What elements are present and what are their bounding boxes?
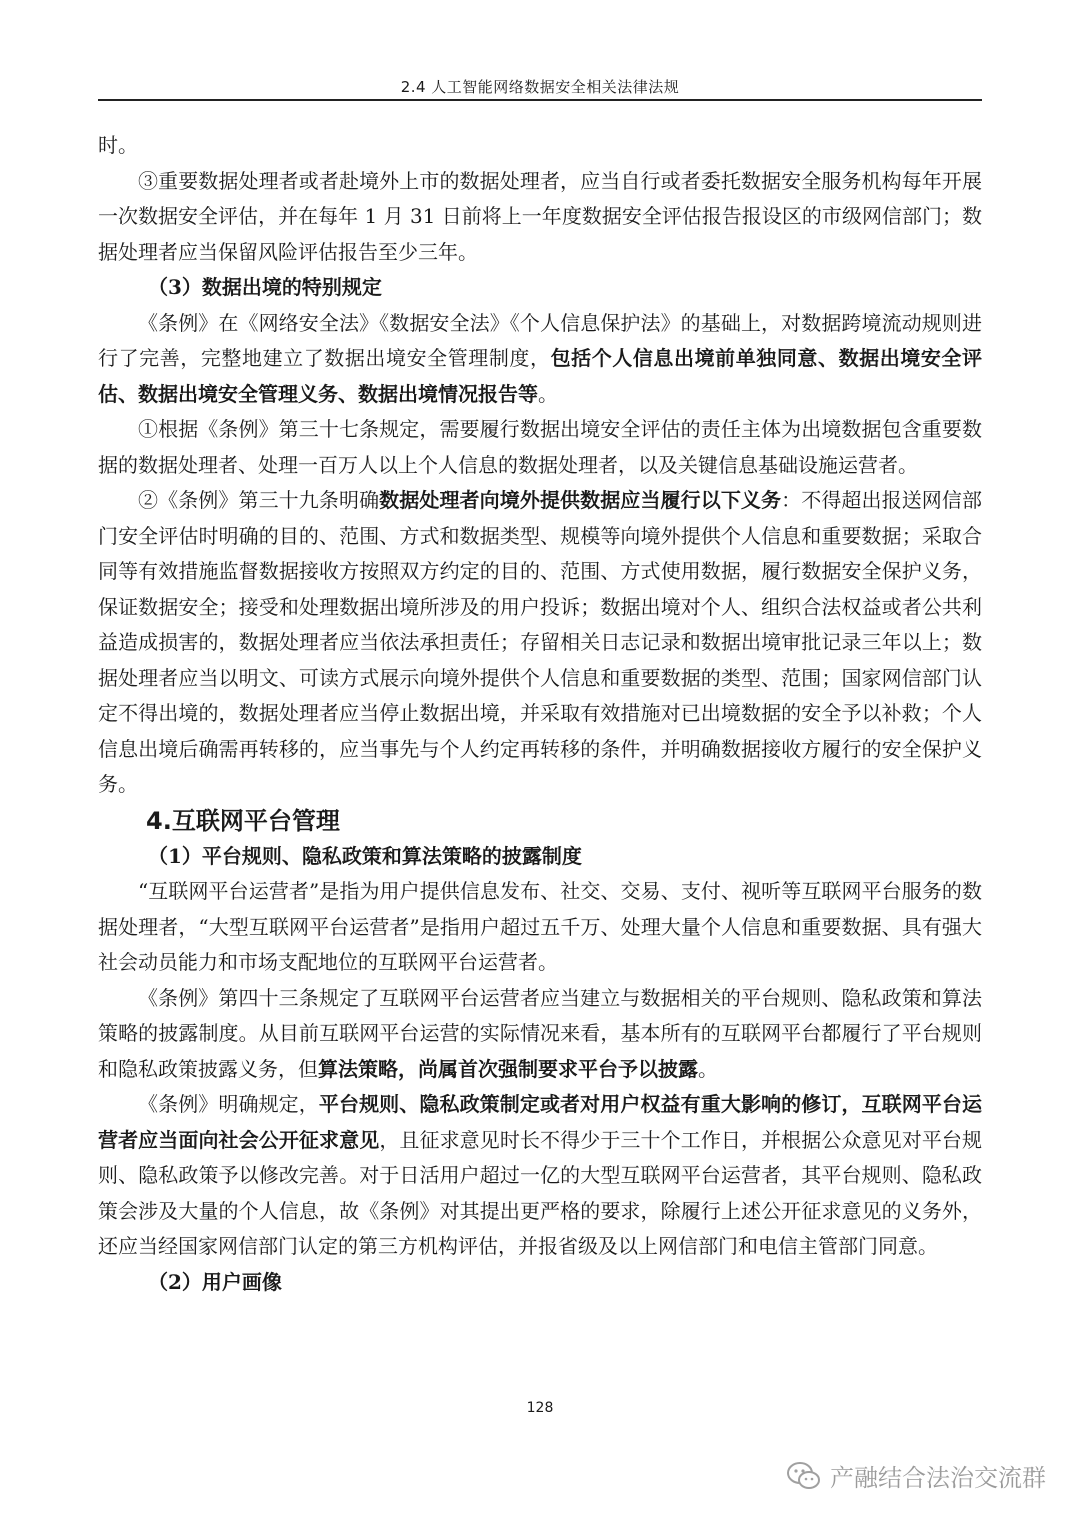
text: 《条例》在《网络安全法》《数据安全法》《个人信息保护法》的基础上，对数据跨境流动规则进行了完善，完整地建立了数据出境安全管理制度， [98,310,982,370]
bold-text: 平台规则、隐私政策制定或者对用户权益有重大影响的修订，互联网平台运营者应当面向社会公开征求意见 [98,1092,983,1152]
section-heading-platform-management: 4.互联网平台管理 [146,806,340,835]
text: 。 [698,1056,718,1081]
text: ②《条例》第三十九条明确 [138,488,380,512]
paragraph-public-consultation [98,1087,982,1265]
paragraph-article-39 [98,483,982,803]
text: 《条例》第四十三条规定了互联网平台运营者应当建立与数据相关的平台规则、隐私政策和算法策略的披露制度。从目前互联网平台运营的实际情况来看，基本所有的互联网平台都履行了平台规则和隐私政策披露义务，但 [98,985,982,1081]
paragraph-regulation-basis [98,306,982,413]
page-content [98,128,982,1300]
paragraph-article-37: ①根据《条例》第三十七条规定，需要履行数据出境安全评估的责任主体为出境数据包含重要数据的数据处理者、处理一百万人以上个人信息的数据处理者，以及关键信息基础设施运营者。 [98,417,982,477]
paragraph-continuation: 时。 [98,133,138,157]
bold-text: 算法策略，尚属首次强制要求平台予以披露 [318,1056,698,1081]
heading-disclosure-system: （1）平台规则、隐私政策和算法策略的披露制度 [148,843,582,868]
watermark-text: 产融结合法治交流群 [830,1464,1046,1492]
header-rule [98,99,982,101]
paragraph-platform-definitions: “互联网平台运营者”是指为用户提供信息发布、社交、交易、支付、视听等互联网平台服务的数据处理者，“大型互联网平台运营者”是指用户超过五千万、处理大量个人信息和重要数据、具有强大社会动员能力和市场支配地位的互联网平台运营者。 [98,879,982,974]
heading-user-profiling: （2）用户画像 [148,1269,282,1294]
wechat-icon [786,1461,822,1491]
heading-data-export-rules: （3）数据出境的特别规定 [148,275,382,299]
bold-text: 数据处理者向境外提供数据应当履行以下义务 [379,488,782,512]
paragraph-article-43 [98,981,982,1088]
text: 《条例》明确规定， [138,1092,319,1116]
paragraph-risk-assessment: ③重要数据处理者或者赴境外上市的数据处理者，应当自行或者委托数据安全服务机构每年开展一次数据安全评估，并在每年 1 月 31 日前将上一年度数据安全评估报告报设区的市级网信部门；数据处理者应当保留风险评估报告至少三年。 [98,168,982,264]
page-number: 128 [526,1400,554,1416]
running-header: 2.4 人工智能网络数据安全相关法律法规 [400,78,680,96]
text: 。 [538,381,558,406]
text: ：不得超出报送网信部门安全评估时明确的目的、范围、方式和数据类型、规模等向境外提供个人信息和重要数据；采取合同等有效措施监督数据接收方按照双方约定的目的、范围、方式使用数据，履行数据安全保护义务，保证数据安全；接受和处理数据出境所涉及的用户投诉；数据出境对个人、组织合法权益或者公共利益造成损害的，数据处理者应当依法承担责任；存留相关日志记录和数据出境审批记录三年以上；数据处理者应当以明文、可读方式展示向境外提供个人信息和重要数据的类型、范围；国家网信部门认定不得出境的，数据处理者应当停止数据出境，并采取有效措施对已出境数据的安全予以补救；个人信息出境后确需再转移的，应当事先与个人约定再转移的条件，并明确数据接收方履行的安全保护义务。 [98,488,983,796]
text: ，且征求意见时长不得少于三十个工作日，并根据公众意见对平台规则、隐私政策予以修改完善。对于日活用户超过一亿的大型互联网平台运营者，其平台规则、隐私政策会涉及大量的个人信息，故《条例》对其提出更严格的要求，除履行上述公开征求意见的义务外，还应当经国家网信部门认定的第三方机构评估，并报省级及以上网信部门和电信主管部门同意。 [98,1127,983,1258]
watermark [786,1458,1046,1493]
bold-text: 包括个人信息出境前单独同意、数据出境安全评估、数据出境安全管理义务、数据出境情况报告等 [98,346,983,406]
